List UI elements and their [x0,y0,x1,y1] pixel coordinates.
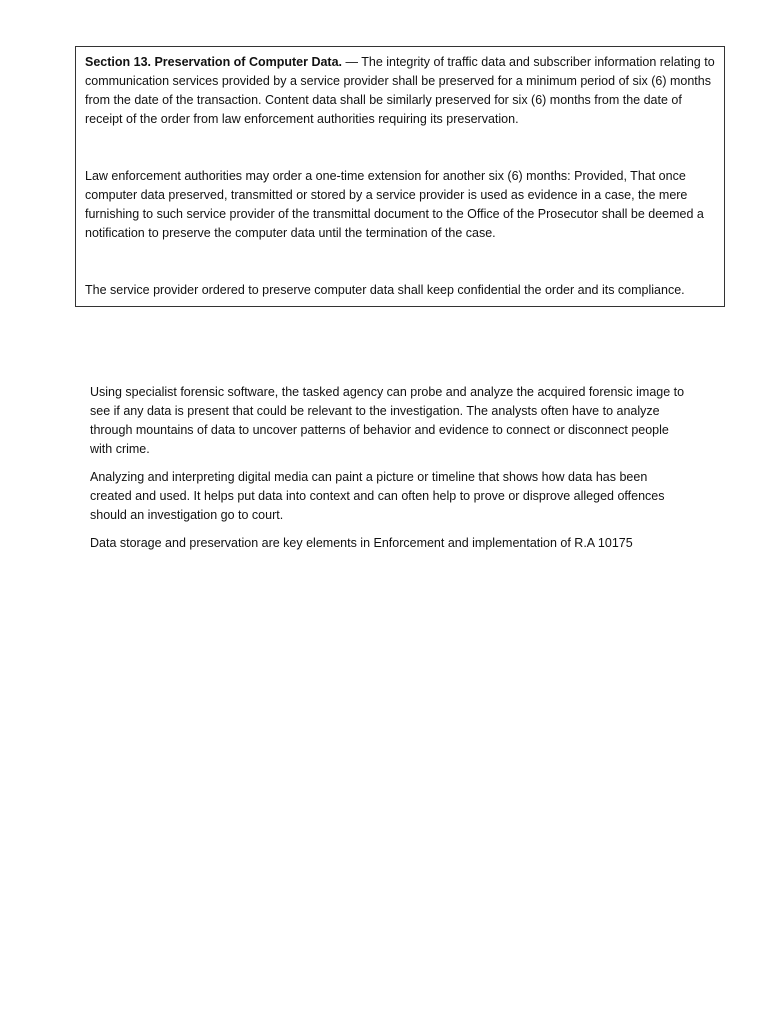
section-13-box [75,46,725,307]
section-paragraph-1-text: — The integrity of traffic data and subscriber information relating to communication services provided by a service provider shall be preserved for a minimum period of six (6) months from the date of the transaction. Content data shall be similarly preserved for six (6) months from the date of receipt of the order from law enforcement authorities requiring its preservation. [85,55,715,126]
section-paragraph-1 [85,53,715,129]
body-paragraph-2: Analyzing and interpreting digital media can paint a picture or timeline that shows how data has been created and used. It helps put data into context and can often help to prove or disprove alleged offences should an investigation go to court. [90,470,665,522]
section-paragraph-3: The service provider ordered to preserve computer data shall keep confidential the order and its compliance. [85,283,685,297]
body-paragraph-1: Using specialist forensic software, the tasked agency can probe and analyze the acquired forensic image to see if any data is present that could be relevant to the investigation. The analysts often have to analyze through mountains of data to uncover patterns of behavior and evidence to connect or disconnect people with crime. [90,385,685,456]
body-text [90,383,690,562]
section-heading: Section 13. Preservation of Computer Data. [85,55,343,69]
section-paragraph-2: Law enforcement authorities may order a one-time extension for another six (6) months: Provided, That once computer data preserved, transmitted or stored by a service provider is used as evidence in a case, the mere furnishing to such service provider of the transmittal document to the Office of the Prosecutor shall be deemed a notification to preserve the computer data until the termination of the case. [85,169,704,240]
body-paragraph-3: Data storage and preservation are key elements in Enforcement and implementation of R.A 10175 [90,536,633,550]
